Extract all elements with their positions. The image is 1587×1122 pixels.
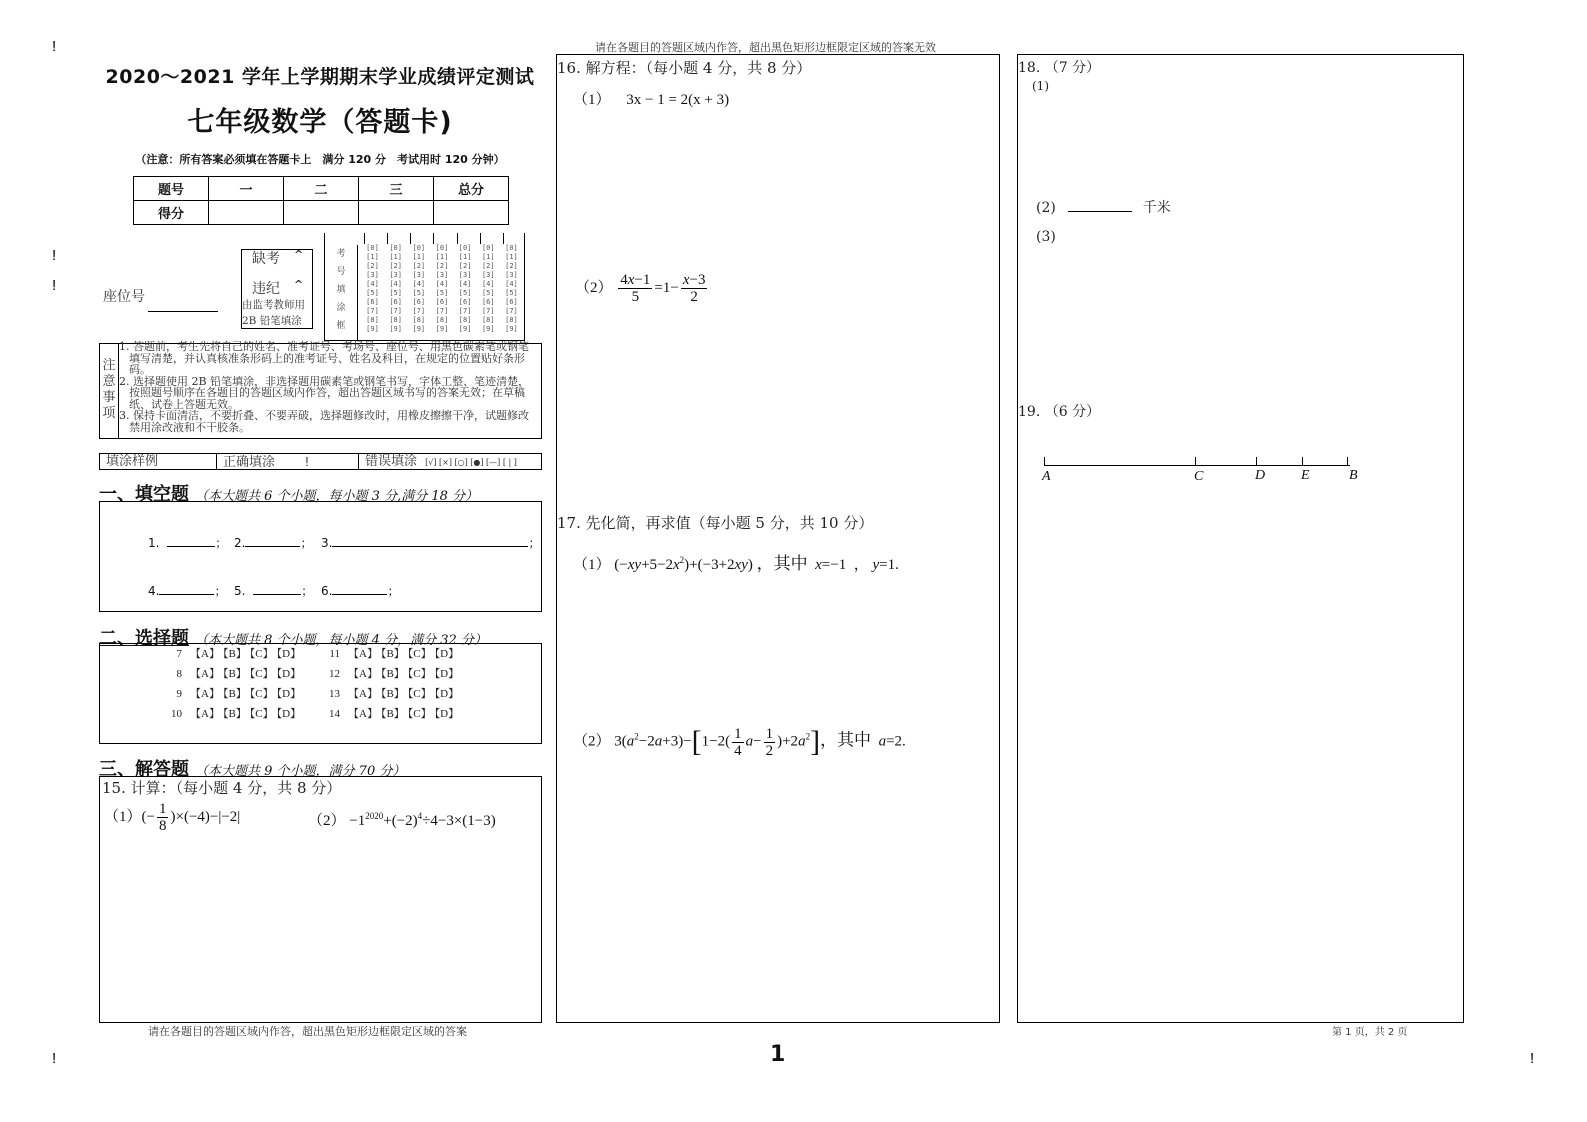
q15-part1: （1）(− $\frac{1}{8}$ )×(−4)−|−2| <box>104 801 241 834</box>
exam-title: 2020～2021 学年上学期期末学业成绩评定测试 <box>105 66 535 88</box>
choice-option-a[interactable]: 【A】 <box>190 708 220 720</box>
tick-b <box>1347 457 1348 465</box>
column-marker <box>364 233 365 244</box>
blank-item-5: 5. ； <box>234 584 314 598</box>
choice-option-c[interactable]: 【C】 <box>249 708 274 720</box>
choice-question <box>318 685 462 701</box>
choice-option-a[interactable]: 【A】 <box>190 648 220 660</box>
choice-option-c[interactable]: 【C】 <box>407 688 432 700</box>
digit-bubble[interactable]: [5] <box>505 289 518 297</box>
q16-part2: （2） $\frac{4x-1}{5}$ =1− $\frac{x-3}{2}$ <box>575 272 706 305</box>
correct-fill-cell <box>217 454 359 469</box>
digit-bubble[interactable]: [3] <box>458 271 472 279</box>
choice-option-c[interactable]: 【C】 <box>407 648 432 660</box>
question-number: 8 <box>176 668 182 680</box>
exam-number-column <box>385 233 406 339</box>
blank-item-2: 2. ； <box>234 536 313 550</box>
violation-label: 违纪 <box>252 281 280 297</box>
proctor-note: 由监考教师用 <box>242 299 305 311</box>
registration-mark: ! <box>52 277 57 294</box>
digit-bubble[interactable]: [3] <box>366 271 379 279</box>
tick-e <box>1302 457 1303 465</box>
digit-bubble[interactable]: [4] <box>412 280 426 288</box>
score-cell[interactable] <box>209 201 284 225</box>
score-header-cell: 题号 <box>134 177 209 201</box>
choice-option-a[interactable]: 【A】 <box>190 688 220 700</box>
answer-sheet-title: 七年级数学（答题卡) <box>187 107 453 138</box>
point-c-label: C <box>1194 469 1204 484</box>
choice-option-a[interactable]: 【A】 <box>348 688 378 700</box>
instructions-list <box>119 341 539 433</box>
section1-heading: 一、填空题 （本大题共 6 个小题，每小题 3 分,满分 18 分） <box>99 484 479 505</box>
instructions-box <box>99 340 542 439</box>
score-cell[interactable] <box>359 201 434 225</box>
seat-number-field[interactable] <box>148 311 218 312</box>
q18-part2: (2) 千米 <box>1036 200 1171 216</box>
section2-heading: 二、选择题 （本大题共 8 个小题，每小题 4 分，满分 32 分） <box>99 628 487 649</box>
tick-a <box>1044 457 1045 465</box>
digit-bubble[interactable]: [1] <box>481 253 495 261</box>
blank-item-3: 3. ； <box>321 536 541 550</box>
digit-bubble[interactable]: [4] <box>481 280 495 288</box>
choice-question <box>160 705 304 721</box>
digit-bubble[interactable]: [7] <box>412 307 426 315</box>
choice-option-d[interactable]: 【D】 <box>434 648 460 660</box>
exam-number-columns <box>360 233 524 339</box>
exam-number-column <box>501 233 522 339</box>
segment-ab <box>1044 465 1350 466</box>
q19-title: 19. （6 分） <box>1018 404 1101 420</box>
digit-bubble[interactable]: [4] <box>389 280 402 288</box>
blank-item-4: 4. ； <box>148 584 227 598</box>
column-marker <box>457 233 458 244</box>
digit-bubble[interactable]: [7] <box>458 307 472 315</box>
blank-answer-2[interactable] <box>245 535 300 547</box>
digit-bubble[interactable]: [9] <box>412 325 426 333</box>
choice-option-c[interactable]: 【C】 <box>407 668 432 680</box>
digit-bubble[interactable]: [1] <box>435 253 449 261</box>
digit-bubble[interactable]: [6] <box>458 298 472 306</box>
choice-question <box>160 645 304 661</box>
choice-question <box>318 705 462 721</box>
digit-bubble[interactable]: [4] <box>435 280 449 288</box>
choice-option-c[interactable]: 【C】 <box>407 708 432 720</box>
score-header-cell: 一 <box>209 177 284 201</box>
choice-option-c[interactable]: 【C】 <box>249 648 274 660</box>
digit-bubble[interactable]: [1] <box>412 253 426 261</box>
q18-part3-label: (3) <box>1036 229 1056 245</box>
digit-bubble[interactable]: [6] <box>412 298 426 306</box>
digit-bubble[interactable]: [5] <box>458 289 472 297</box>
digit-bubble[interactable]: [3] <box>412 271 426 279</box>
exam-number-column <box>431 233 452 339</box>
exam-notice: （注意：所有答案必须填在答题卡上 满分 120 分 考试用时 120 分钟） <box>135 153 505 166</box>
instructions-label: 注 意 事 项 <box>100 344 119 438</box>
registration-mark: ! <box>52 38 57 55</box>
score-table <box>133 176 509 225</box>
column-marker <box>410 233 411 244</box>
score-cell[interactable] <box>434 201 509 225</box>
section3-heading: 三、解答题 （本大题共 9 个小题，满分 70 分） <box>99 759 406 780</box>
digit-bubble[interactable]: [6] <box>435 298 449 306</box>
digit-bubble[interactable]: [7] <box>505 307 518 315</box>
digit-bubble[interactable]: [2] <box>505 262 518 270</box>
question-number: 11 <box>329 648 340 660</box>
section1-description: （本大题共 6 个小题，每小题 3 分,满分 18 分） <box>195 489 479 504</box>
violation-checkbox[interactable]: ^ <box>294 278 304 291</box>
point-a-label: A <box>1042 469 1051 484</box>
blank-item-6: 6. ； <box>321 584 400 598</box>
digit-bubble[interactable]: [0] <box>481 244 495 252</box>
digit-bubble[interactable]: [9] <box>366 325 379 333</box>
digit-bubble[interactable]: [3] <box>505 271 518 279</box>
digit-bubble[interactable]: [2] <box>481 262 495 270</box>
instruction-item: 2. 选择题使用 2B 铅笔填涂，非选择题用碳素笔或钢笔书写，字体工整、笔迹清楚，按照题号顺序在各题目的答题区域内作答，超出答题区域书写的答案无效；在草稿纸、试卷上答题无效。 <box>119 374 530 411</box>
choice-option-d[interactable]: 【D】 <box>434 668 460 680</box>
choice-option-b[interactable]: 【B】 <box>380 688 405 700</box>
digit-bubble[interactable]: [7] <box>366 307 379 315</box>
point-b-label: B <box>1349 468 1358 483</box>
instruction-item: 3. 保持卡面清洁，不要折叠、不要弄破，选择题修改时，用橡皮擦擦干净，试题修改禁用涂改液和不干胶条。 <box>119 409 529 434</box>
digit-bubble[interactable]: [7] <box>435 307 449 315</box>
instruction-item: 1. 答题前，考生先将自己的姓名、准考证号、考场号、座位号、用黑色碳素笔或钢笔填写清楚，并认真核准条形码上的准考证号、姓名及科目，在规定的位置贴好条形码。 <box>119 340 529 376</box>
digit-bubble[interactable]: [8] <box>435 316 449 324</box>
blank-item-1: 1. ； <box>148 536 228 550</box>
digit-bubble[interactable]: [4] <box>458 280 472 288</box>
exam-number-grid-label: 考 号 填 涂 框 <box>325 245 358 340</box>
footer-note-left: 请在各题目的答题区域内作答，超出黑色矩形边框限定区域的答案 <box>148 1025 467 1038</box>
choice-option-b[interactable]: 【B】 <box>222 648 247 660</box>
digit-bubble[interactable]: [2] <box>435 262 449 270</box>
digit-bubble[interactable]: [6] <box>481 298 495 306</box>
multiple-choice-area <box>99 643 542 744</box>
choice-option-a[interactable]: 【A】 <box>348 668 378 680</box>
page-info: 第 1 页，共 2 页 <box>1332 1027 1408 1038</box>
section3-description: （本大题共 9 个小题，满分 70 分） <box>195 764 406 779</box>
point-e-label: E <box>1301 468 1310 483</box>
digit-bubble[interactable]: [8] <box>389 316 402 324</box>
q17-title: 17. 先化简，再求值（每小题 5 分，共 10 分） <box>557 514 874 532</box>
registration-mark: ! <box>52 247 57 264</box>
digit-bubble[interactable]: [2] <box>366 262 379 270</box>
choice-option-d[interactable]: 【D】 <box>434 708 460 720</box>
digit-bubble[interactable]: [4] <box>366 280 379 288</box>
blank-answer-5[interactable] <box>253 583 301 595</box>
registration-mark: ! <box>1530 1050 1535 1067</box>
seat-number-label: 座位号 <box>103 289 145 305</box>
digit-bubble[interactable]: [1] <box>366 253 379 261</box>
q18-part2-answer[interactable] <box>1068 200 1132 212</box>
question-number: 9 <box>176 688 182 700</box>
digit-bubble[interactable]: [8] <box>481 316 495 324</box>
score-header-cell: 三 <box>359 177 434 201</box>
blank-answer-3[interactable] <box>332 535 528 547</box>
choice-question <box>318 665 462 681</box>
digit-bubble[interactable]: [3] <box>481 271 495 279</box>
correct-fill-mark: ! <box>305 454 309 469</box>
digit-bubble[interactable]: [4] <box>505 280 518 288</box>
exam-number-column <box>455 233 476 339</box>
digit-bubble[interactable]: [9] <box>505 325 518 333</box>
q16-title: 16. 解方程：（每小题 4 分，共 8 分） <box>557 59 812 77</box>
wrong-fill-marks: [√] [×] [○] [●] [—] [ | ] <box>425 458 517 467</box>
digit-bubble[interactable]: [9] <box>481 325 495 333</box>
q18-q19-answer-area[interactable] <box>1017 54 1464 1023</box>
digit-bubble[interactable]: [8] <box>505 316 518 324</box>
choice-option-d[interactable]: 【D】 <box>276 668 302 680</box>
choice-option-d[interactable]: 【D】 <box>276 648 302 660</box>
choice-option-d[interactable]: 【D】 <box>434 688 460 700</box>
choice-option-a[interactable]: 【A】 <box>190 668 220 680</box>
blank-answer-6[interactable] <box>332 583 387 595</box>
choice-option-b[interactable]: 【B】 <box>222 708 247 720</box>
digit-bubble[interactable]: [0] <box>505 244 518 252</box>
q18-title: 18. （7 分） <box>1018 60 1101 76</box>
question-number: 13 <box>329 688 340 700</box>
q16-q17-answer-area[interactable] <box>556 54 1000 1023</box>
pencil-note: 2B 铅笔填涂 <box>242 315 302 327</box>
column-marker <box>480 233 481 244</box>
score-table-header-row <box>134 177 509 201</box>
question-number: 14 <box>329 708 340 720</box>
digit-bubble[interactable]: [1] <box>505 253 518 261</box>
digit-bubble[interactable]: [5] <box>412 289 426 297</box>
digit-bubble[interactable]: [0] <box>412 244 426 252</box>
digit-bubble[interactable]: [2] <box>389 262 402 270</box>
digit-bubble[interactable]: [5] <box>481 289 495 297</box>
page-number: 1 <box>770 1042 786 1067</box>
digit-bubble[interactable]: [3] <box>389 271 402 279</box>
digit-bubble[interactable]: [7] <box>481 307 495 315</box>
score-header-cell: 总分 <box>434 177 509 201</box>
header-note: 请在各题目的答题区域内作答，超出黑色矩形边框限定区域的答案无效 <box>595 41 936 54</box>
digit-bubble[interactable]: [9] <box>389 325 402 333</box>
digit-bubble[interactable]: [8] <box>412 316 426 324</box>
digit-bubble[interactable]: [0] <box>435 244 449 252</box>
digit-bubble[interactable]: [8] <box>458 316 472 324</box>
digit-bubble[interactable]: [0] <box>389 244 402 252</box>
digit-bubble[interactable]: [1] <box>389 253 402 261</box>
section2-description: （本大题共 8 个小题，每小题 4 分，满分 32 分） <box>195 633 487 648</box>
choice-question <box>318 645 462 661</box>
choice-option-c[interactable]: 【C】 <box>249 668 274 680</box>
choice-option-a[interactable]: 【A】 <box>348 708 378 720</box>
choice-question <box>160 685 304 701</box>
digit-bubble[interactable]: [7] <box>389 307 402 315</box>
question-number: 12 <box>329 668 340 680</box>
digit-bubble[interactable]: [2] <box>458 262 472 270</box>
q15-part2: $(2) -1^{2020}+(-2)^4\div 4-3\times(1-3)$ <box>308 811 496 829</box>
fill-example-row <box>99 453 542 470</box>
exam-number-column <box>362 233 383 339</box>
choice-option-b[interactable]: 【B】 <box>380 708 405 720</box>
digit-bubble[interactable]: [5] <box>389 289 402 297</box>
digit-bubble[interactable]: [8] <box>366 316 379 324</box>
exam-number-column <box>408 233 429 339</box>
digit-bubble[interactable]: [5] <box>366 289 379 297</box>
digit-bubble[interactable]: [6] <box>505 298 518 306</box>
digit-bubble[interactable]: [6] <box>389 298 402 306</box>
score-row-label: 得分 <box>134 201 209 225</box>
blank-answer-4[interactable] <box>159 583 214 595</box>
question-number: 10 <box>171 708 182 720</box>
digit-bubble[interactable]: [6] <box>366 298 379 306</box>
score-header-cell: 二 <box>284 177 359 201</box>
digit-bubble[interactable]: [9] <box>458 325 472 333</box>
question-number: 7 <box>176 648 182 660</box>
absent-checkbox[interactable]: ^ <box>294 248 304 261</box>
exam-number-grid <box>324 233 525 341</box>
exam-number-column <box>478 233 499 339</box>
q18-part1-label: (1) <box>1032 79 1049 93</box>
score-table-row <box>134 201 509 225</box>
digit-bubble[interactable]: [3] <box>435 271 449 279</box>
choice-option-b[interactable]: 【B】 <box>380 648 405 660</box>
choice-option-b[interactable]: 【B】 <box>222 668 247 680</box>
wrong-fill-label: 错误填涂 <box>365 454 418 469</box>
point-d-label: D <box>1255 468 1266 483</box>
choice-option-c[interactable]: 【C】 <box>249 688 274 700</box>
digit-bubble[interactable]: [2] <box>412 262 426 270</box>
fill-example-label: 填涂样例 <box>100 454 217 469</box>
choice-option-a[interactable]: 【A】 <box>348 648 378 660</box>
registration-mark: ! <box>52 1050 57 1067</box>
tick-c <box>1195 457 1196 465</box>
score-cell[interactable] <box>284 201 359 225</box>
choice-question <box>160 665 304 681</box>
choice-option-d[interactable]: 【D】 <box>276 688 302 700</box>
absent-label: 缺考 <box>252 251 280 267</box>
absence-violation-box <box>241 249 313 329</box>
tick-d <box>1256 457 1257 465</box>
column-marker <box>387 233 388 244</box>
column-marker <box>433 233 434 244</box>
choice-option-b[interactable]: 【B】 <box>222 688 247 700</box>
digit-bubble[interactable]: [1] <box>458 253 472 261</box>
digit-bubble[interactable]: [5] <box>435 289 449 297</box>
q16-part1: （1） 3x − 1 = 2(x + 3) <box>573 92 730 108</box>
q15-answer-area[interactable] <box>99 776 542 1023</box>
correct-fill-label: 正确填涂 <box>223 455 276 470</box>
choice-option-d[interactable]: 【D】 <box>276 708 302 720</box>
digit-bubble[interactable]: [0] <box>366 244 379 252</box>
wrong-fill-cell <box>359 454 541 469</box>
q15-title: 15. 计算：（每小题 4 分，共 8 分） <box>102 779 342 797</box>
digit-bubble[interactable]: [0] <box>458 244 472 252</box>
blank-answer-1[interactable] <box>167 535 215 547</box>
q17-part2: （2） $3(a^2-2a+3)-[1-2$( $\frac{1}{4}$ a− $\frac{1}{2}$ )$+2a^2$]，其中 a=2. <box>573 725 906 759</box>
fill-blank-area <box>99 501 542 612</box>
q17-part1: （1） $(-xy+5-2x^2)+(-3+2xy)$ ，其中 x=−1 ， y=1. <box>573 554 899 573</box>
digit-bubble[interactable]: [9] <box>435 325 449 333</box>
column-marker <box>503 233 504 244</box>
choice-option-b[interactable]: 【B】 <box>380 668 405 680</box>
